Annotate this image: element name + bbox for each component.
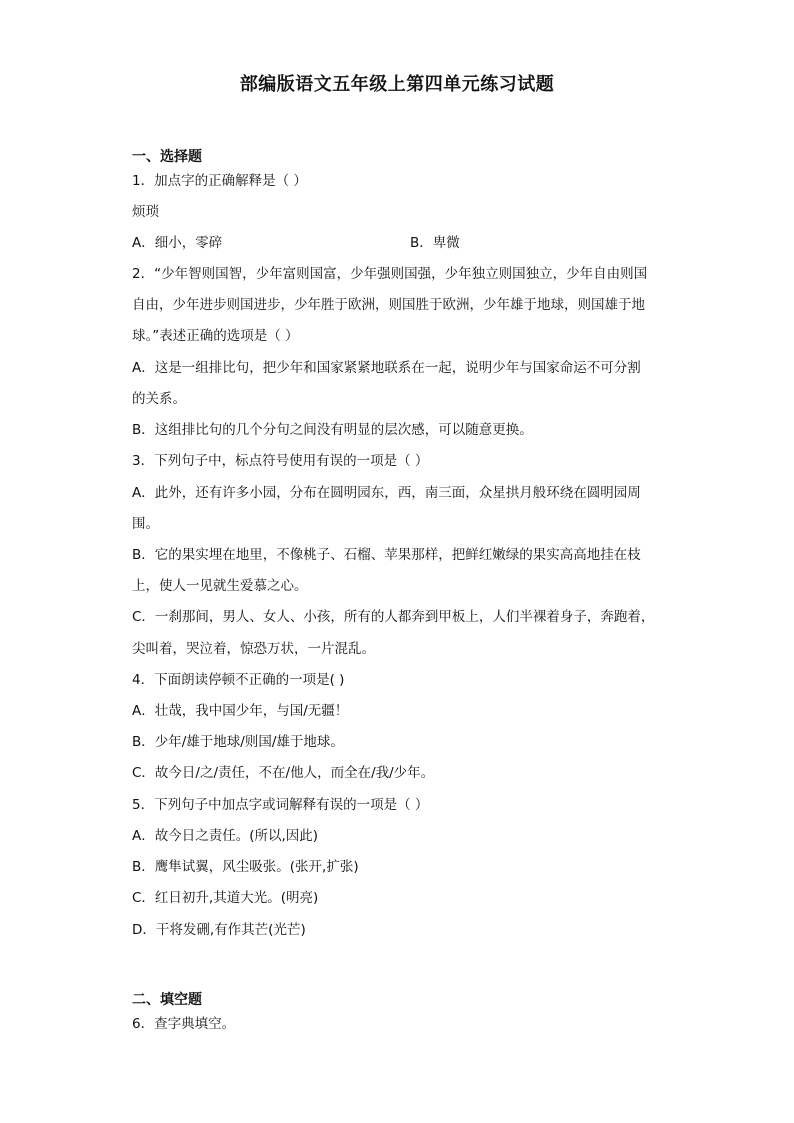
question-1-stem: 1．加点字的正确解释是（ ） bbox=[132, 173, 307, 189]
question-2-stem-line-1: 2．“少年智则国智，少年富则国富，少年强则国强，少年独立则国独立，少年自由则国 bbox=[132, 266, 648, 282]
question-3-option-b-line-2: 上，使人一见就生爱慕之心。 bbox=[132, 578, 308, 594]
section-heading-multiple-choice: 一、选择题 bbox=[132, 149, 202, 165]
question-1-word: 烦琐 bbox=[132, 204, 159, 220]
question-2-option-b: B．这组排比句的几个分句之间没有明显的层次感，可以随意更换。 bbox=[132, 422, 533, 438]
question-4-stem: 4．下面朗读停顿不正确的一项是( ) bbox=[132, 672, 345, 688]
question-5-stem: 5．下列句子中加点字或词解释有误的一项是（ ） bbox=[132, 797, 429, 813]
question-4-option-c: C．故今日/之/责任，不在/他人，而全在/我/少年。 bbox=[132, 765, 435, 781]
question-3-stem: 3．下列句子中，标点符号使用有误的一项是（ ） bbox=[132, 453, 429, 469]
question-5-option-b: B．鹰隼试翼，风尘吸张。(张开,扩张) bbox=[132, 859, 359, 875]
question-1-option-b: B．卑微 bbox=[410, 235, 460, 251]
question-4-option-a: A．壮哉，我中国少年，与国/无疆！ bbox=[132, 703, 349, 719]
question-4-option-b: B．少年/雄于地球/则国/雄于地球。 bbox=[132, 734, 344, 750]
document-title: 部编版语文五年级上第四单元练习试题 bbox=[239, 74, 555, 95]
question-5-option-d: D．干将发硎,有作其芒(光芒) bbox=[132, 922, 306, 938]
question-3-option-b-line-1: B．它的果实埋在地里，不像桃子、石榴、苹果那样，把鲜红嫩绿的果实高高地挂在枝 bbox=[132, 547, 641, 563]
question-5-option-a: A．故今日之责任。(所以,因此) bbox=[132, 828, 319, 844]
section-heading-fill-in: 二、填空题 bbox=[132, 992, 202, 1008]
question-6-stem: 6．查字典填空。 bbox=[132, 1016, 236, 1032]
question-3-option-a-line-2: 围。 bbox=[132, 516, 159, 532]
question-2-option-a-line-2: 的关系。 bbox=[132, 391, 186, 407]
question-3-option-c-line-1: C．一刹那间，男人、女人、小孩，所有的人都奔到甲板上，人们半裸着身子，奔跑着， bbox=[132, 609, 655, 625]
question-2-stem-line-3: 球。”表述正确的选项是（ ） bbox=[132, 328, 299, 344]
question-3-option-c-line-2: 尖叫着，哭泣着，惊恐万状，一片混乱。 bbox=[132, 641, 375, 657]
question-3-option-a-line-1: A．此外，还有许多小园，分布在圆明园东，西，南三面，众星拱月般环绕在圆明园周 bbox=[132, 485, 641, 501]
question-5-option-c: C．红日初升,其道大光。(明亮) bbox=[132, 890, 319, 906]
question-2-option-a-line-1: A．这是一组排比句，把少年和国家紧紧地联系在一起，说明少年与国家命运不可分割 bbox=[132, 360, 641, 376]
question-1-option-a: A．细小，零碎 bbox=[132, 235, 223, 251]
question-2-stem-line-2: 自由，少年进步则国进步，少年胜于欧洲，则国胜于欧洲，少年雄于地球，则国雄于地 bbox=[132, 297, 645, 313]
